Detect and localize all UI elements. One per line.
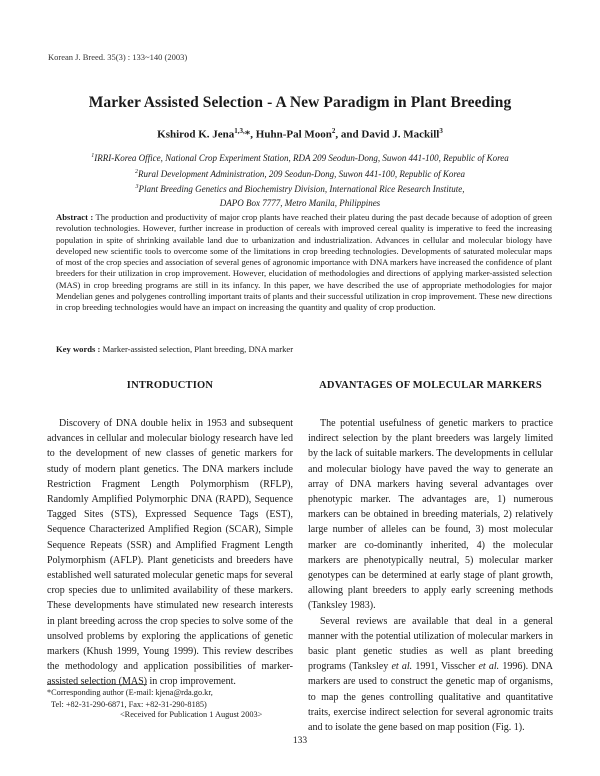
keywords-label: Key words : xyxy=(56,344,101,354)
corresponding-star: * xyxy=(244,128,251,141)
affiliation-line xyxy=(0,166,600,182)
footnote-divider xyxy=(47,684,147,685)
text-run: 1996). DNA markers are used to construct the genetic map of organisms, to map the genes controlling qualitative and quantitative traits, exercise indirect selection for several agronomic traits and to isolate the gene based on map position (Fig. 1). xyxy=(308,661,554,734)
italic-et-al: et al. xyxy=(391,661,413,673)
abstract-text: The production and productivity of major crop plants have reached their plateu during the past decade because of adoption of green revolution technologies. However, further increase in production of cereals with improved cereal quality is imperative to feed the increasing population in spite of shrinking available land due to urbanization and industrialization. Advances in cellular and molecular biology have developed new scientific tools to overcome some of the limitations in crop breeding technologies. Developments of saturated molecular maps of most of the crop species and association of several genes of agronomic importance with DNA markers have increased the confidence of plant breeders for their utilization in crop improvement. However, elucidation of methodologies and directions of applying marker-assisted selection (MAS) in crop breeding programs are still in its infancy. In this paper, we have described the use of appropriate methodologies for major Mendelian genes and polygenes controlling important traits of plants and their successful utilization in crop improvement. These new directions in crop breeding technologies would have an impact on increasing the quantity and quality of crop production. xyxy=(56,212,552,313)
section-heading-introduction: INTRODUCTION xyxy=(126,380,214,391)
author-name: Huhn-Pal Moon xyxy=(255,128,332,141)
footnote xyxy=(47,687,307,710)
section-heading-advantages: ADVANTAGES OF MOLECULAR MARKERS xyxy=(319,380,542,391)
affiliation-num: 1 xyxy=(91,153,95,159)
affiliation-text: Rural Development Administration, 209 Seodun-Dong, Suwon 441-100, Republic of Korea xyxy=(138,168,465,179)
affiliation-line xyxy=(0,181,600,197)
affiliation-text: DAPO Box 7777, Metro Manila, Philippines xyxy=(219,197,381,208)
text-run: 1991, Visscher xyxy=(412,661,479,673)
page-number: 133 xyxy=(292,736,308,746)
journal-reference: Korean J. Breed. 35(3) : 133~140 (2003) xyxy=(48,52,188,62)
footnote-corresponding: *Corresponding author (E-mail: kjena@rda.go.kr, xyxy=(47,688,213,697)
affiliation-line xyxy=(0,197,600,211)
abstract xyxy=(56,212,552,314)
author-separator: , xyxy=(250,128,256,141)
advantages-paragraph-1: The potential usefulness of genetic markers to practice indirect selection by the plant breeders was largely limited by the lack of suitable markers. The developments in cellular and molecular biology have paved the way to generate an array of DNA markers having several advantages over phenotypic marker. The advantages are, 1) numerous markers can be obtained in breeding materials, 2) relatively large number of alleles can be found, 3) most molecular marker are co-dominantly inherited, 4) the molecular markers are phenotypically neutral, 5) molecular marker genotypes can be determined at early stage of plant growth, allowing plant breeders to apply early screening methods (Tanksley 1983). xyxy=(308,418,553,612)
affiliation-text: Plant Breeding Genetics and Biochemistry Division, International Rice Research Institute, xyxy=(138,184,465,194)
author-list xyxy=(0,127,600,141)
affiliation-num: 3 xyxy=(135,184,139,190)
text-run: Several reviews are available that deal in a general manner with the potential utilization of molecular markers in basic plant genetic studies as well as plant breeding programs (Tanksley xyxy=(308,615,553,673)
affiliation-line xyxy=(0,150,600,166)
received-date: <Received for Publication 1 August 2003> xyxy=(120,710,263,719)
affiliation-num: 2 xyxy=(135,168,139,175)
author-affil-sup: 3 xyxy=(439,127,443,135)
author-name: Kshirod K. Jena xyxy=(157,128,235,141)
left-column xyxy=(47,380,293,690)
affiliation-text: IRRI-Korea Office, National Crop Experiment Station, RDA 209 Seodun-Dong, Suwon 441-100, Republic of Korea xyxy=(94,153,509,163)
author-separator: , and xyxy=(335,128,362,141)
keywords xyxy=(56,344,552,354)
abstract-label: Abstract : xyxy=(56,212,94,222)
intro-paragraph: Discovery of DNA double helix in 1953 and subsequent advances in cellular and molecular biology research have led to the development of new classes of genetic markers for study of modern plant genetics. The DNA markers include Restriction Fragment Length Polymorphism (RFLP), Randomly Amplified Polymorphic DNA (RAPD), Sequence Tagged Sites (STS), Expressed Sequence Tags (EST), Sequence Characterized Amplified Region (SCAR), Simple Sequence Repeats (SSR) and Amplified Fragment Length Polymorphism (AFLP). Plant geneticists and breeders have established well saturated molecular genetic maps for several crop species due to unlimited availability of these markers. These developments have stimulated new research interests in plant breeding across the crop species to solve some of the unsolved problems by exploring the applications of genetic markers (Khush 1999, Young 1999). This review describes the methodology and application possibilities of marker-assisted selection (MAS) in crop improvement. xyxy=(47,418,293,688)
affiliation-list xyxy=(0,150,600,210)
advantages-paragraph-2 xyxy=(308,614,553,736)
footnote-tel: Tel: +82-31-290-6871, Fax: +82-31-290-8185) xyxy=(51,699,207,709)
right-column xyxy=(308,380,553,735)
author-affil-sup: 2 xyxy=(331,127,336,135)
author-affil-sup: 1,3, xyxy=(234,127,245,135)
italic-et-al: et al. xyxy=(478,661,500,673)
paper-title: Marker Assisted Selection - A New Paradigm in Plant Breeding xyxy=(88,94,512,111)
author-name: David J. Mackill xyxy=(361,128,440,141)
keywords-text: Marker-assisted selection, Plant breeding, DNA marker xyxy=(102,344,294,354)
